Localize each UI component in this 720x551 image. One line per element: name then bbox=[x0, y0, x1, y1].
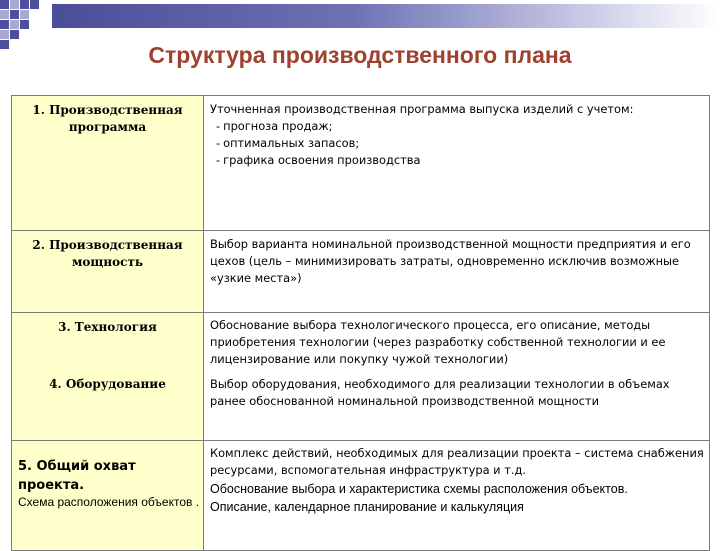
row-description: Выбор оборудования, необходимого для реализации технологии в объемах ранее обоснованной номинальной производственной мощности bbox=[210, 377, 670, 408]
table-row bbox=[12, 231, 710, 313]
row-description-cell bbox=[204, 313, 710, 441]
list-item: - оптимальных запасов; bbox=[216, 136, 360, 150]
plan-structure-table bbox=[11, 95, 710, 551]
row-description: Уточненная производственная программа выпуска изделий с учетом: bbox=[210, 102, 634, 116]
list-item: - прогноза продаж; bbox=[216, 119, 333, 133]
row-label: 1. Производственная программа bbox=[32, 103, 183, 134]
row-label-cell bbox=[12, 96, 204, 231]
header-gradient-bar bbox=[52, 4, 720, 28]
row-label: 5. Общий охват проекта. bbox=[18, 459, 136, 493]
row-description: Комплекс действий, необходимых для реализации проекта – система снабжения ресурсами, вспомогательная инфраструктура и т.д. bbox=[210, 446, 704, 477]
row-label: 4. Оборудование bbox=[49, 377, 166, 391]
row-description: Выбор варианта номинальной производственной мощности предприятия и его цехов (цель – минимизировать затраты, одновременно исключив возможные «узкие места») bbox=[210, 237, 691, 285]
row-description-cell bbox=[204, 441, 710, 551]
row-label-cell bbox=[12, 231, 204, 313]
row-label-cell bbox=[12, 441, 204, 551]
row-label: 3. Технология bbox=[58, 320, 157, 334]
table-row bbox=[12, 96, 710, 231]
table-row bbox=[12, 441, 710, 551]
slide-title: Структура производственного плана bbox=[148, 42, 572, 68]
row-description-cell bbox=[204, 231, 710, 313]
row-description: Обоснование выбора и характеристика схемы расположения объектов. bbox=[210, 482, 628, 496]
list-item: - графика освоения производства bbox=[216, 153, 421, 167]
row-description-cell bbox=[204, 96, 710, 231]
row-label: 2. Производственная мощность bbox=[32, 238, 183, 269]
row-sublabel: Схема расположения объектов . bbox=[18, 495, 200, 509]
table-row bbox=[12, 313, 710, 441]
row-description: Обоснование выбора технологического процесса, его описание, методы приобретения технологии (через разработку собственной технологии и ее лицензирование или покупку чужой технологии) bbox=[210, 318, 666, 366]
row-description: Описание, календарное планирование и калькуляция bbox=[210, 500, 524, 514]
row-label-cell bbox=[12, 313, 204, 441]
